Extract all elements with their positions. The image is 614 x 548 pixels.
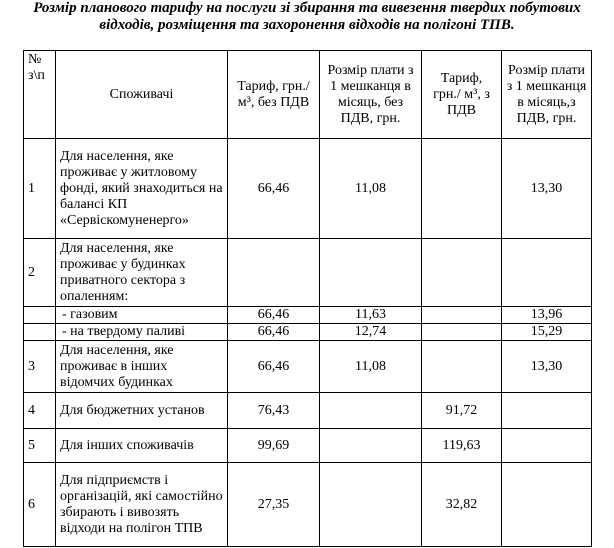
row-num: 3: [24, 341, 56, 393]
row-fee-no-vat: 11,08: [320, 341, 422, 393]
header-num: № з\п: [24, 51, 56, 139]
row-num: 4: [24, 393, 56, 429]
row-fee-vat: [502, 393, 592, 429]
row-fee-no-vat: 11,63: [320, 307, 422, 324]
row-tariff-no-vat: 76,43: [228, 393, 320, 429]
header-tariff-no-vat: Тариф, грн./ м³, без ПДВ: [228, 51, 320, 139]
row-fee-no-vat: [320, 393, 422, 429]
table-row: [24, 393, 592, 429]
row-fee-vat: 13,30: [502, 139, 592, 239]
row-tariff-no-vat: 66,46: [228, 307, 320, 324]
row-fee-no-vat: 11,08: [320, 139, 422, 239]
row-tariff-vat: [422, 307, 502, 324]
table-row: [24, 324, 592, 341]
row-consumer: Для населення, яке проживає у будинках приватного сектора з опаленням:: [56, 239, 228, 307]
row-fee-vat: [502, 239, 592, 307]
row-fee-vat: 13,30: [502, 341, 592, 393]
row-tariff-vat: 32,82: [422, 463, 502, 547]
table-row: [24, 341, 592, 393]
row-tariff-no-vat: 66,46: [228, 139, 320, 239]
row-tariff-no-vat: [228, 239, 320, 307]
row-consumer: Для інших споживачів: [56, 429, 228, 463]
row-tariff-vat: 91,72: [422, 393, 502, 429]
row-num: 1: [24, 139, 56, 239]
row-num: [24, 324, 56, 341]
row-num: 2: [24, 239, 56, 307]
row-num: [24, 307, 56, 324]
row-consumer: Для населення, яке проживає в інших відомчих будинках: [56, 341, 228, 393]
row-fee-vat: [502, 429, 592, 463]
row-tariff-no-vat: 27,35: [228, 463, 320, 547]
table-row: [24, 139, 592, 239]
row-consumer: Для бюджетних установ: [56, 393, 228, 429]
row-num: 6: [24, 463, 56, 547]
row-fee-no-vat: [320, 463, 422, 547]
row-fee-no-vat: [320, 239, 422, 307]
row-tariff-vat: [422, 341, 502, 393]
header-consumers: Споживачі: [56, 51, 228, 139]
row-fee-vat: 13,96: [502, 307, 592, 324]
row-consumer: - газовим: [56, 307, 228, 324]
row-fee-no-vat: 12,74: [320, 324, 422, 341]
row-tariff-vat: [422, 324, 502, 341]
header-tariff-vat: Тариф, грн./ м³, з ПДВ: [422, 51, 502, 139]
header-fee-no-vat: Розмір плати з 1 мешканця в місяць, без ПДВ, грн.: [320, 51, 422, 139]
row-consumer: Для населення, яке проживає у житловому фонді, який знаходиться на балансі КП «Сервіскомуненерго»: [56, 139, 228, 239]
row-tariff-vat: [422, 239, 502, 307]
row-num: 5: [24, 429, 56, 463]
row-consumer: - на твердому паливі: [56, 324, 228, 341]
row-fee-vat: [502, 463, 592, 547]
row-tariff-vat: [422, 139, 502, 239]
table-row: [24, 239, 592, 307]
table-row: [24, 463, 592, 547]
title-line-2: відходів, розміщення та захоронення відходів на полігоні ТПВ.: [99, 17, 515, 33]
tariff-table: [23, 50, 592, 547]
row-tariff-no-vat: 99,69: [228, 429, 320, 463]
table-row: [24, 429, 592, 463]
row-tariff-vat: 119,63: [422, 429, 502, 463]
header-fee-vat: Розмір плати з 1 мешканця в місяць,з ПДВ, грн.: [502, 51, 592, 139]
row-tariff-no-vat: 66,46: [228, 341, 320, 393]
row-fee-no-vat: [320, 429, 422, 463]
row-consumer: Для підприємств і організацій, які самостійно збирають і вивозять відходи на полігон ТПВ: [56, 463, 228, 547]
document-title: [0, 0, 614, 34]
row-fee-vat: 15,29: [502, 324, 592, 341]
title-line-1: Розмір планового тарифу на послуги зі збирання та вивезення твердих побутових: [33, 0, 581, 16]
table-row: [24, 307, 592, 324]
table-header-row: [24, 51, 592, 139]
row-tariff-no-vat: 66,46: [228, 324, 320, 341]
